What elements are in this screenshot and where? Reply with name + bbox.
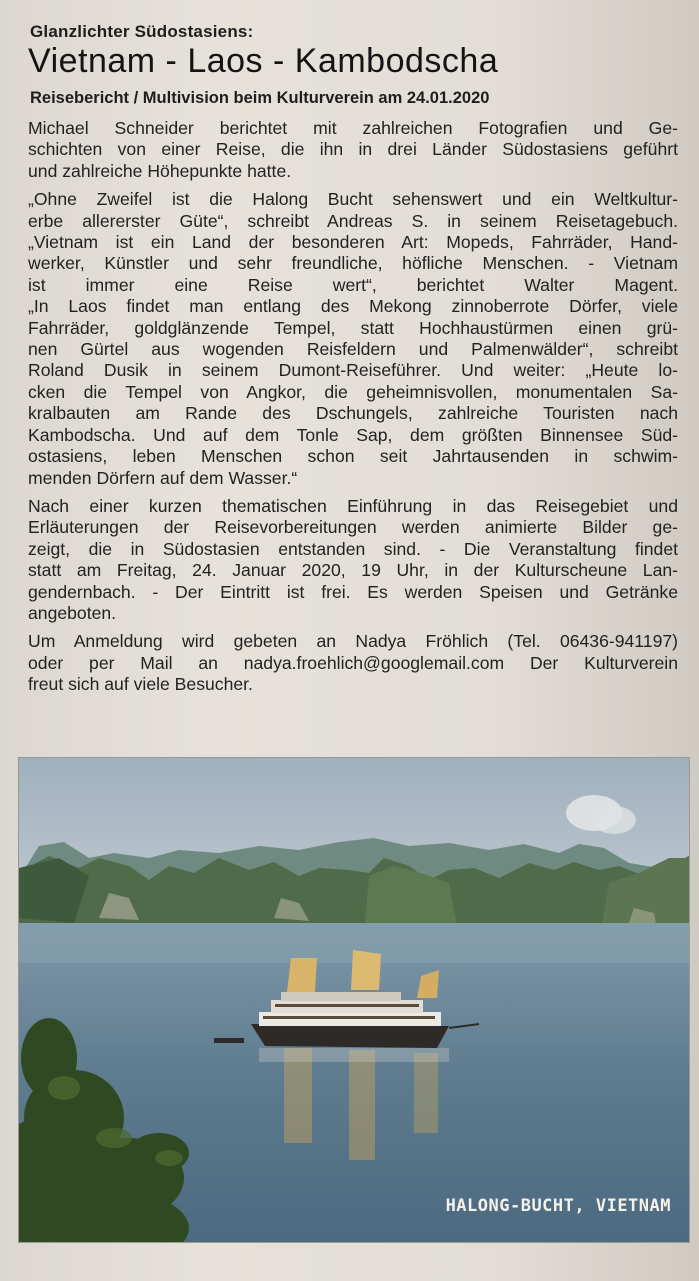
paragraph-line: Um Anmeldung wird gebeten an Nadya Fröhlich (Tel. 06436-941197) bbox=[28, 631, 678, 652]
paragraph-line: oder per Mail an nadya.froehlich@googlemail.com Der Kulturverein bbox=[28, 652, 678, 673]
article-paragraph bbox=[28, 118, 678, 182]
article-body bbox=[28, 118, 678, 703]
article-paragraph bbox=[28, 496, 678, 624]
paragraph-line: „Vietnam ist ein Land der besonderen Art: Mopeds, Fahrräder, Hand- bbox=[28, 232, 678, 253]
article-kicker: Glanzlichter Südostasiens: bbox=[30, 22, 254, 41]
photo-caption: HALONG-BUCHT, VIETNAM bbox=[445, 1196, 671, 1216]
paragraph-line: ist immer eine Reise wert“, berichtet Walter Magent. bbox=[28, 274, 678, 295]
paragraph-line: kralbauten am Rande des Dschungels, zahlreiche Touristen nach bbox=[28, 403, 678, 424]
paragraph-line: und zahlreiche Höhepunkte hatte. bbox=[28, 160, 292, 181]
paragraph-line: „Ohne Zweifel ist die Halong Bucht sehenswert und ein Weltkultur- bbox=[28, 189, 678, 210]
paragraph-line: werker, Künstler und sehr freundliche, höfliche Menschen. - Vietnam bbox=[28, 253, 678, 274]
paragraph-line: Michael Schneider berichtet mit zahlreichen Fotografien und Ge- bbox=[28, 118, 678, 138]
paragraph-line: Fahrräder, goldglänzende Tempel, statt Hochhaustürmen einen grü- bbox=[28, 317, 678, 338]
halong-bay-illustration bbox=[19, 758, 689, 1242]
paragraph-line: schichten von einer Reise, die ihn in drei Länder Südostasiens geführt bbox=[28, 139, 678, 160]
paragraph-line: Roland Dusik in seinem Dumont-Reiseführer. Und weiter: „Heute lo- bbox=[28, 360, 678, 381]
article-title: Vietnam - Laos - Kambodscha bbox=[28, 42, 499, 80]
paragraph-line: erbe allererster Güte“, schreibt Andreas S. in seinem Reisetagebuch. bbox=[28, 210, 678, 231]
paragraph-line: Erläuterungen der Reisevorbereitungen werden animierte Bilder ge- bbox=[28, 517, 678, 538]
paragraph-line: gendernbach. - Der Eintritt ist frei. Es werden Speisen und Getränke bbox=[28, 581, 678, 602]
paragraph-line: menden Dörfern auf dem Wasser.“ bbox=[28, 467, 298, 488]
paragraph-line: nen Gürtel aus wogenden Reisfeldern und Palmenwälder“, schreibt bbox=[28, 339, 678, 360]
paragraph-line: Kambodscha. Und auf dem Tonle Sap, dem größten Binnensee Süd- bbox=[28, 424, 678, 445]
paragraph-line: ostasiens, leben Menschen schon seit Jahrtausenden in schwim- bbox=[28, 446, 678, 467]
halong-bay-photo bbox=[18, 757, 690, 1243]
paragraph-line: „In Laos findet man entlang des Mekong zinnoberrote Dörfer, viele bbox=[28, 296, 678, 317]
paragraph-line: Nach einer kurzen thematischen Einführung in das Reisegebiet und bbox=[28, 495, 678, 516]
article-paragraph bbox=[28, 189, 678, 489]
paragraph-line: statt am Freitag, 24. Januar 2020, 19 Uhr, in der Kulturscheune Lan- bbox=[28, 560, 678, 581]
article-paragraph bbox=[28, 631, 678, 695]
paragraph-line: freut sich auf viele Besucher. bbox=[28, 674, 253, 695]
article-subtitle: Reisebericht / Multivision beim Kulturverein am 24.01.2020 bbox=[30, 89, 490, 107]
paragraph-line: zeigt, die in Südostasien entstanden sind. - Die Veranstaltung findet bbox=[28, 538, 678, 559]
paragraph-line: cken die Tempel von Angkor, die geheimnisvollen, monumentalen Sa- bbox=[28, 381, 678, 402]
paragraph-line: angeboten. bbox=[28, 602, 117, 623]
